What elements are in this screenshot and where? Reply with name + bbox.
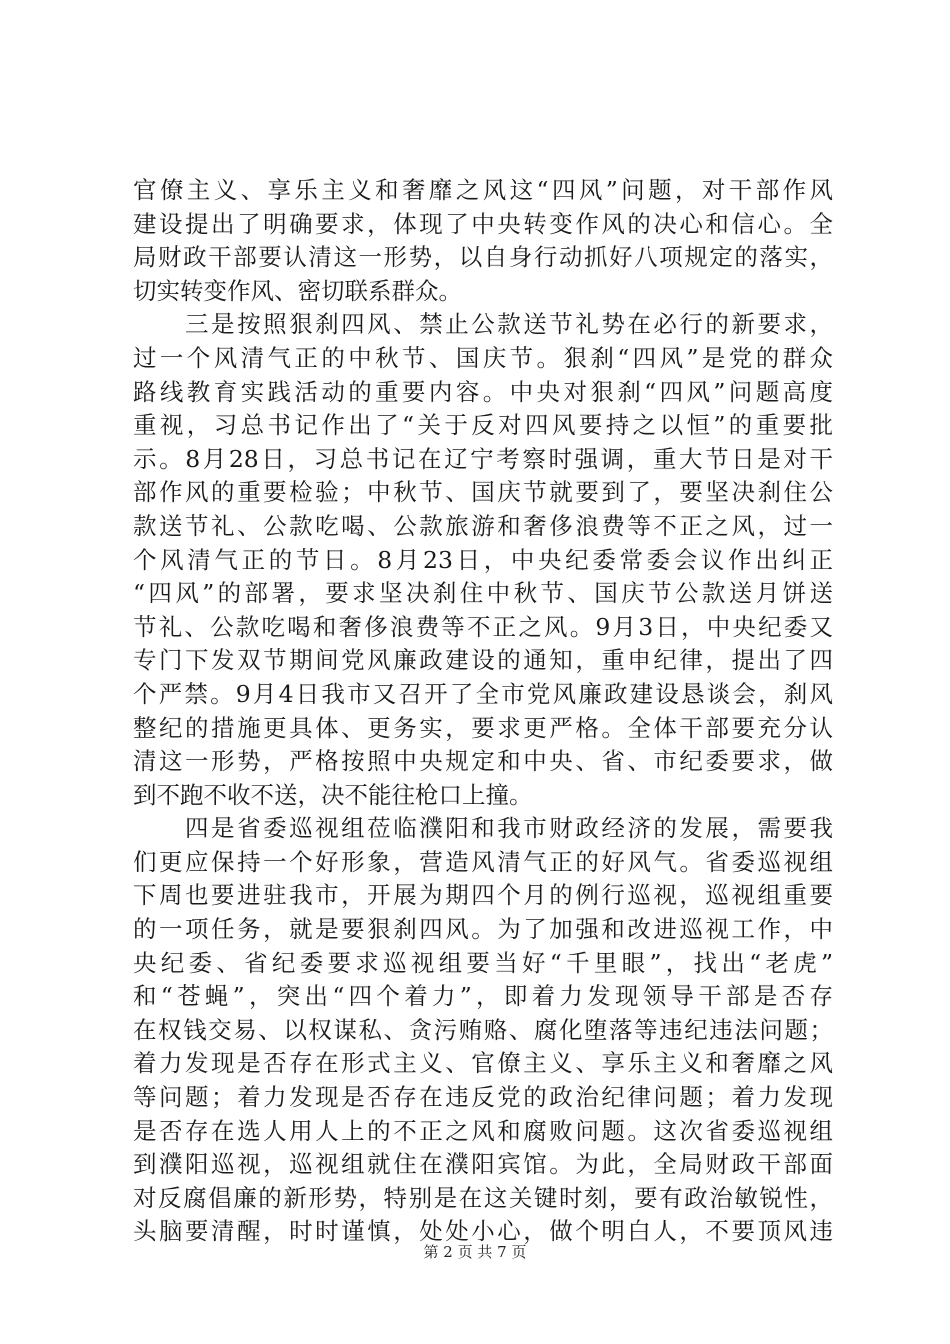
text-line: 官僚主义、享乐主义和奢靡之风这“四风”问题，对干部作风 [133,176,833,204]
text-line: 清这一形势，严格按照中央规定和中央、省、市纪委要求，做 [133,747,833,776]
text-line: 专门下发双节期间党风廉政建设的通知，重申纪律，提出了四 [133,646,833,675]
text-line: 等问题；着力发现是否存在违反党的政治纪律问题；着力发现 [133,1083,833,1112]
text-line: 示。8月28日，习总书记在辽宁考察时强调，重大节日是对干 [133,444,833,473]
text-line: 到濮阳巡视，巡视组就住在濮阳宾馆。为此，全局财政干部面 [133,1150,833,1179]
document-body [133,174,833,1249]
text-line: 着力发现是否存在形式主义、官僚主义、享乐主义和奢靡之风 [133,1049,833,1078]
text-line: “四风”的部署，要求坚决刹住中秋节、国庆节公款送月饼送 [133,579,833,608]
text-line: 对反腐倡廉的新形势，特别是在这关键时刻，要有政治敏锐性， [133,1183,833,1212]
text-line: 款送节礼、公款吃喝、公款旅游和奢侈浪费等不正之风，过一 [133,511,833,540]
text-line: 个严禁。9月4日我市又召开了全市党风廉政建设恳谈会，刹风 [133,679,833,708]
text-line: 三是按照狠刹四风、禁止公款送节礼势在必行的新要求， [133,310,833,339]
text-line: 下周也要进驻我市，开展为期四个月的例行巡视，巡视组重要 [133,881,833,910]
text-line: 路线教育实践活动的重要内容。中央对狠刹“四风”问题高度 [133,377,833,406]
text-line: 央纪委、省纪委要求巡视组要当好“千里眼”，找出“老虎” [133,948,833,977]
text-line: 头脑要清醒，时时谨慎，处处小心，做个明白人，不要顶风违 [133,1217,833,1246]
text-line: 和“苍蝇”，突出“四个着力”，即着力发现领导干部是否存 [133,982,833,1011]
text-line: 四是省委巡视组莅临濮阳和我市财政经济的发展，需要我 [133,814,833,843]
text-line: 重视，习总书记作出了“关于反对四风要持之以恒”的重要批 [133,411,833,440]
text-line: 建设提出了明确要求，体现了中央转变作风的决心和信心。全 [133,209,833,238]
text-line: 在权钱交易、以权谋私、贪污贿赂、腐化堕落等违纪违法问题； [133,1015,833,1044]
text-line: 整纪的措施更具体、更务实，要求更严格。全体干部要充分认 [133,713,833,742]
text-line: 局财政干部要认清这一形势，以自身行动抓好八项规定的落实， [133,243,833,272]
text-line: 到不跑不收不送，决不能往枪口上撞。 [133,780,533,809]
text-line: 个风清气正的节日。8月23日，中央纪委常委会议作出纠正 [133,545,833,574]
text-line: 的一项任务，就是要狠刹四风。为了加强和改进巡视工作，中 [133,915,833,944]
text-line: 切实转变作风、密切联系群众。 [133,276,462,305]
text-line: 是否存在选人用人上的不正之风和腐败问题。这次省委巡视组 [133,1116,833,1145]
text-line: 们更应保持一个好形象，营造风清气正的好风气。省委巡视组 [133,847,833,876]
page-number-footer: 第 2 页 共 7 页 [423,1243,527,1261]
text-line: 过一个风清气正的中秋节、国庆节。狠刹“四风”是党的群众 [133,343,833,372]
text-line: 部作风的重要检验；中秋节、国庆节就要到了，要坚决刹住公 [133,478,833,507]
text-line: 节礼、公款吃喝和奢侈浪费等不正之风。9月3日，中央纪委又 [133,612,833,641]
